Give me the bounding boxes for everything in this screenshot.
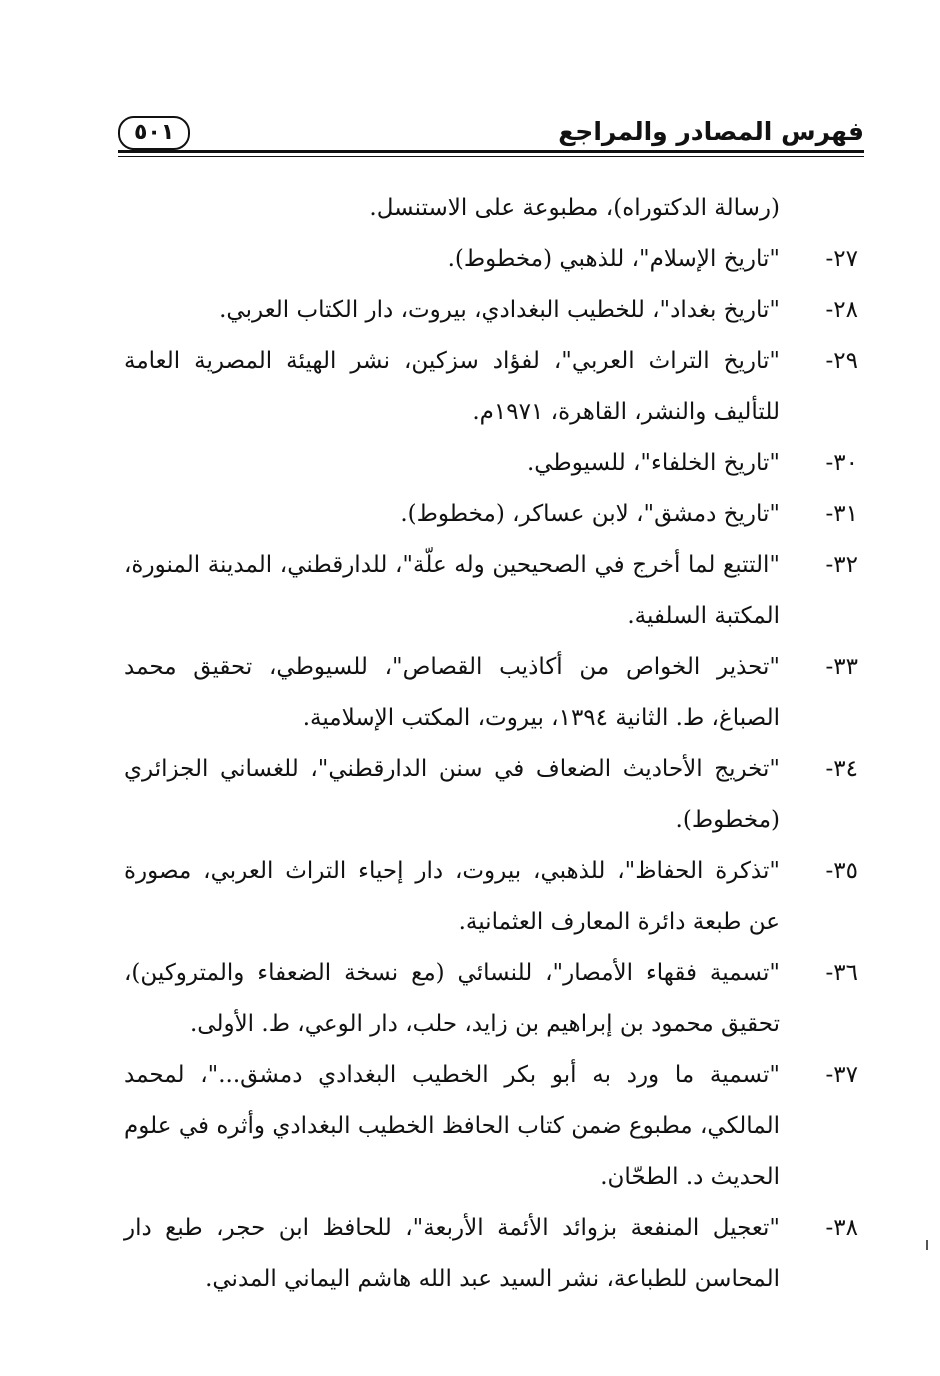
entry-text: "تخريج الأحاديث الضعاف في سنن الدارقطني"، للغساني الجزائري (مخطوط).	[124, 756, 780, 833]
entry-text: "التتبع لما أخرج في الصحيحين وله علّة"، للدارقطني، المدينة المنورة، المكتبة السلفية.	[124, 552, 780, 629]
running-title: فهرس المصادر والمراجع	[558, 117, 864, 146]
reference-entry	[124, 438, 858, 489]
reference-entry	[124, 336, 858, 438]
entry-number: ٢٨-	[825, 297, 858, 323]
page-number: ٥٠١	[118, 116, 190, 150]
entry-text: "تذكرة الحفاظ"، للذهبي، بيروت، دار إحياء التراث العربي، مصورة عن طبعة دائرة المعارف العثمانية.	[124, 858, 780, 935]
entry-text: "تاريخ دمشق"، لابن عساكر، (مخطوط).	[400, 501, 780, 527]
entry-text: "تسمية ما ورد به أبو بكر الخطيب البغدادي دمشق..."، لمحمد المالكي، مطبوع ضمن كتاب الحافظ الخطيب البغدادي وأثره في علوم الحديث د. الطحّان.	[124, 1062, 780, 1190]
reference-entry	[124, 540, 858, 642]
reference-entry	[124, 1203, 858, 1305]
entry-text: "تاريخ بغداد"، للخطيب البغدادي، بيروت، دار الكتاب العربي.	[219, 297, 780, 323]
reference-entry	[124, 642, 858, 744]
entry-number: ٣٢-	[825, 552, 858, 578]
entry-number: ٣١-	[825, 501, 858, 527]
entry-number: ٣٧-	[825, 1062, 858, 1088]
entry-text: "تحذير الخواص من أكاذيب القصاص"، للسيوطي، تحقيق محمد الصباغ، ط. الثانية ١٣٩٤، بيروت، المكتب الإسلامية.	[124, 654, 780, 731]
reference-entry	[124, 846, 858, 948]
entry-text: "تعجيل المنفعة بزوائد الأئمة الأربعة"، للحافظ ابن حجر، طبع دار المحاسن للطباعة، نشر السيد عبد الله هاشم اليماني المدني.	[124, 1215, 780, 1292]
references-list	[124, 183, 858, 1305]
scan-mark	[926, 1240, 928, 1250]
entry-number: ٣٨-	[825, 1215, 858, 1241]
entry-number: ٢٩-	[825, 348, 858, 374]
reference-entry	[124, 489, 858, 540]
entry-number: ٣٦-	[825, 960, 858, 986]
reference-entry	[124, 285, 858, 336]
entry-number: ٢٧-	[825, 246, 858, 272]
header-rule-thin	[118, 156, 864, 157]
entry-number: ٣٤-	[825, 756, 858, 782]
entry-number: ٣٥-	[825, 858, 858, 884]
entry-text: "تاريخ الخلفاء"، للسيوطي.	[526, 450, 780, 476]
reference-entry	[124, 744, 858, 846]
entry-text: "تاريخ التراث العربي"، لفؤاد سزكين، نشر الهيئة المصرية العامة للتأليف والنشر، القاهرة، ١٩٧١م.	[124, 348, 780, 425]
entry-number: ٣٠-	[825, 450, 858, 476]
entry-text: "تسمية فقهاء الأمصار"، للنسائي (مع نسخة الضعفاء والمتروكين)، تحقيق محمود بن إبراهيم بن زايد، حلب، دار الوعي، ط. الأولى.	[124, 960, 780, 1037]
header-rule	[118, 150, 864, 153]
entry-number: ٣٣-	[825, 654, 858, 680]
reference-entry	[124, 234, 858, 285]
reference-entry	[124, 1050, 858, 1203]
reference-entry	[124, 183, 858, 234]
reference-entry	[124, 948, 858, 1050]
entry-text: "تاريخ الإسلام"، للذهبي (مخطوط).	[447, 246, 780, 272]
entry-text: (رسالة الدكتوراه)، مطبوعة على الاستنسل.	[369, 195, 780, 221]
